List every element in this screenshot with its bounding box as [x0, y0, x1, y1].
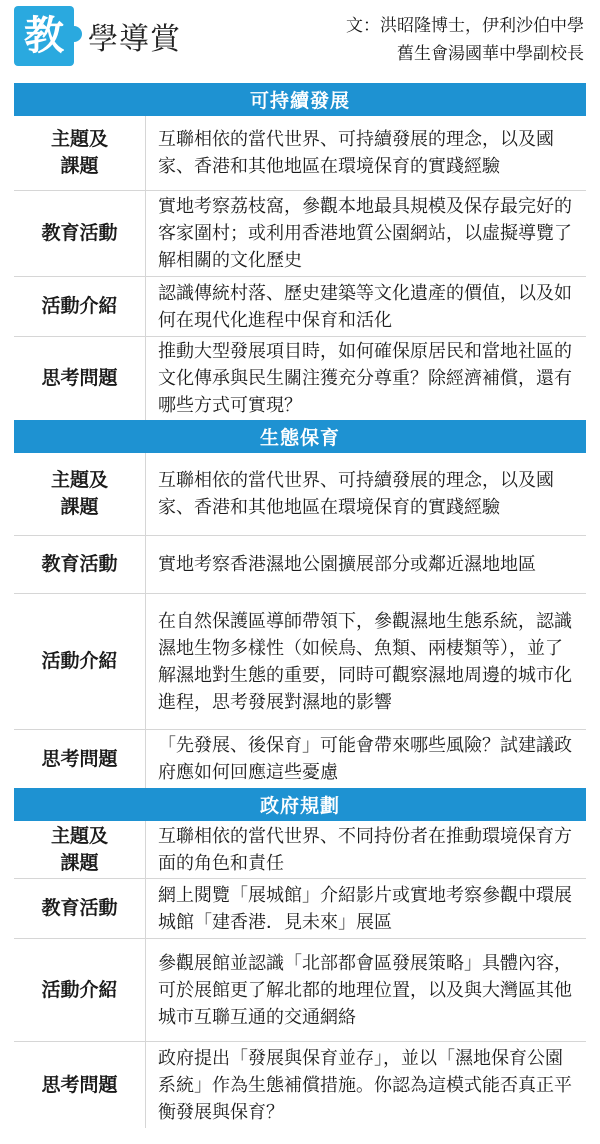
- row-label-text: 主題及 課題: [50, 469, 108, 518]
- row-content-text: 網上閱覽「展城館」介紹影片或實地考察參觀中環展城館「建香港．見未來」展區: [158, 884, 572, 933]
- row-label: [14, 191, 146, 276]
- row-label-text: 活動介紹: [41, 295, 118, 317]
- table-row: [14, 594, 586, 730]
- row-content: [146, 821, 586, 878]
- row-label-text: 活動介紹: [41, 650, 118, 672]
- row-label-text: 思考問題: [41, 747, 118, 770]
- byline-line-2: 舊生會湯國華中學副校長: [397, 44, 584, 64]
- row-content-text: 參觀展館並認識「北部都會區發展策略」具體內容，可於展館更了解北都的地理位置，以及與大灣區其他城市互聯互通的交通網絡: [158, 952, 572, 1028]
- row-content: [146, 453, 586, 535]
- row-content: [146, 337, 586, 420]
- author-byline: [346, 12, 584, 68]
- row-label: [14, 337, 146, 420]
- row-content: [146, 730, 586, 788]
- row-label-text: 主題及 課題: [50, 128, 108, 177]
- row-label: [14, 277, 146, 336]
- row-label-text: 主題及 課題: [50, 824, 108, 874]
- row-content: [146, 277, 586, 336]
- section-title: 可持續發展: [14, 83, 586, 116]
- row-label-text: 教育活動: [41, 222, 118, 244]
- section-title: 生態保育: [14, 420, 586, 453]
- section-title: 政府規劃: [14, 788, 586, 821]
- table-row: [14, 821, 586, 879]
- table-row: [14, 116, 586, 191]
- row-content-text: 互聯相依的當代世界、可持續發展的理念，以及國家、香港和其他地區在環境保育的實踐經驗: [158, 129, 554, 177]
- table-row: [14, 277, 586, 337]
- row-content: [146, 116, 586, 190]
- table-row: [14, 536, 586, 594]
- row-content-text: 在自然保護區導師帶領下，參觀濕地生態系統，認識濕地生物多樣性（如候鳥、魚類、兩棲類等），並了解濕地對生態的重要，同時可觀察濕地周邊的城市化進程，思考發展對濕地的影響: [158, 610, 572, 713]
- table-row: [14, 730, 586, 788]
- table-row: [14, 879, 586, 939]
- row-label: [14, 453, 146, 535]
- row-content-text: 互聯相依的當代世界、不同持份者在推動環境保育方面的角色和責任: [158, 825, 572, 874]
- logo-char: 教: [24, 13, 64, 59]
- row-content-text: 推動大型發展項目時，如何確保原居民和當地社區的文化傳承與民生關注獲充分尊重？除經濟補償，還有哪些方式可實現？: [158, 341, 572, 416]
- article-header: [0, 0, 600, 82]
- row-label-text: 教育活動: [41, 553, 118, 575]
- row-content-text: 實地考察荔枝窩，參觀本地最具規模及保存最完好的客家圍村；或利用香港地質公園網站，以虛擬導覽了解相關的文化歷史: [158, 196, 572, 271]
- row-label: [14, 1042, 146, 1128]
- row-content: [146, 536, 586, 593]
- row-content-text: 「先發展、後保育」可能會帶來哪些風險？試建議政府應如何回應這些憂慮: [158, 735, 572, 783]
- row-label: [14, 594, 146, 729]
- table-row: [14, 191, 586, 277]
- row-label: [14, 821, 146, 878]
- row-content: [146, 191, 586, 276]
- row-label: [14, 879, 146, 938]
- row-label: [14, 730, 146, 788]
- row-label: [14, 116, 146, 190]
- row-label-text: 教育活動: [41, 897, 118, 919]
- column-name: 學導賞: [88, 22, 181, 57]
- row-content: [146, 939, 586, 1041]
- row-label-text: 活動介紹: [41, 978, 118, 1001]
- row-content-text: 政府提出「發展與保育並存」，並以「濕地保育公園系統」作為生態補償措施。你認為這模式能否真正平衡發展與保育？: [158, 1047, 572, 1123]
- table-row: [14, 337, 586, 420]
- row-content-text: 互聯相依的當代世界、可持續發展的理念，以及國家、香港和其他地區在環境保育的實踐經驗: [158, 470, 554, 518]
- row-label: [14, 939, 146, 1041]
- row-content: [146, 1042, 586, 1128]
- row-label-text: 思考問題: [41, 367, 118, 389]
- row-label-text: 思考問題: [41, 1073, 118, 1096]
- byline-line-1: 文：洪昭隆博士，伊利沙伯中學: [346, 16, 584, 36]
- row-content: [146, 594, 586, 729]
- row-content-text: 實地考察香港濕地公園擴展部分或鄰近濕地地區: [158, 554, 536, 575]
- table-row: [14, 453, 586, 536]
- row-label: [14, 536, 146, 593]
- row-content: [146, 879, 586, 938]
- logo-puzzle-tab: [70, 26, 82, 42]
- row-content-text: 認識傳統村落、歷史建築等文化遺產的價值，以及如何在現代化進程中保育和活化: [158, 282, 572, 331]
- activity-table: [14, 83, 586, 1128]
- column-logo: [14, 6, 74, 66]
- table-row: [14, 939, 586, 1042]
- table-row: [14, 1042, 586, 1128]
